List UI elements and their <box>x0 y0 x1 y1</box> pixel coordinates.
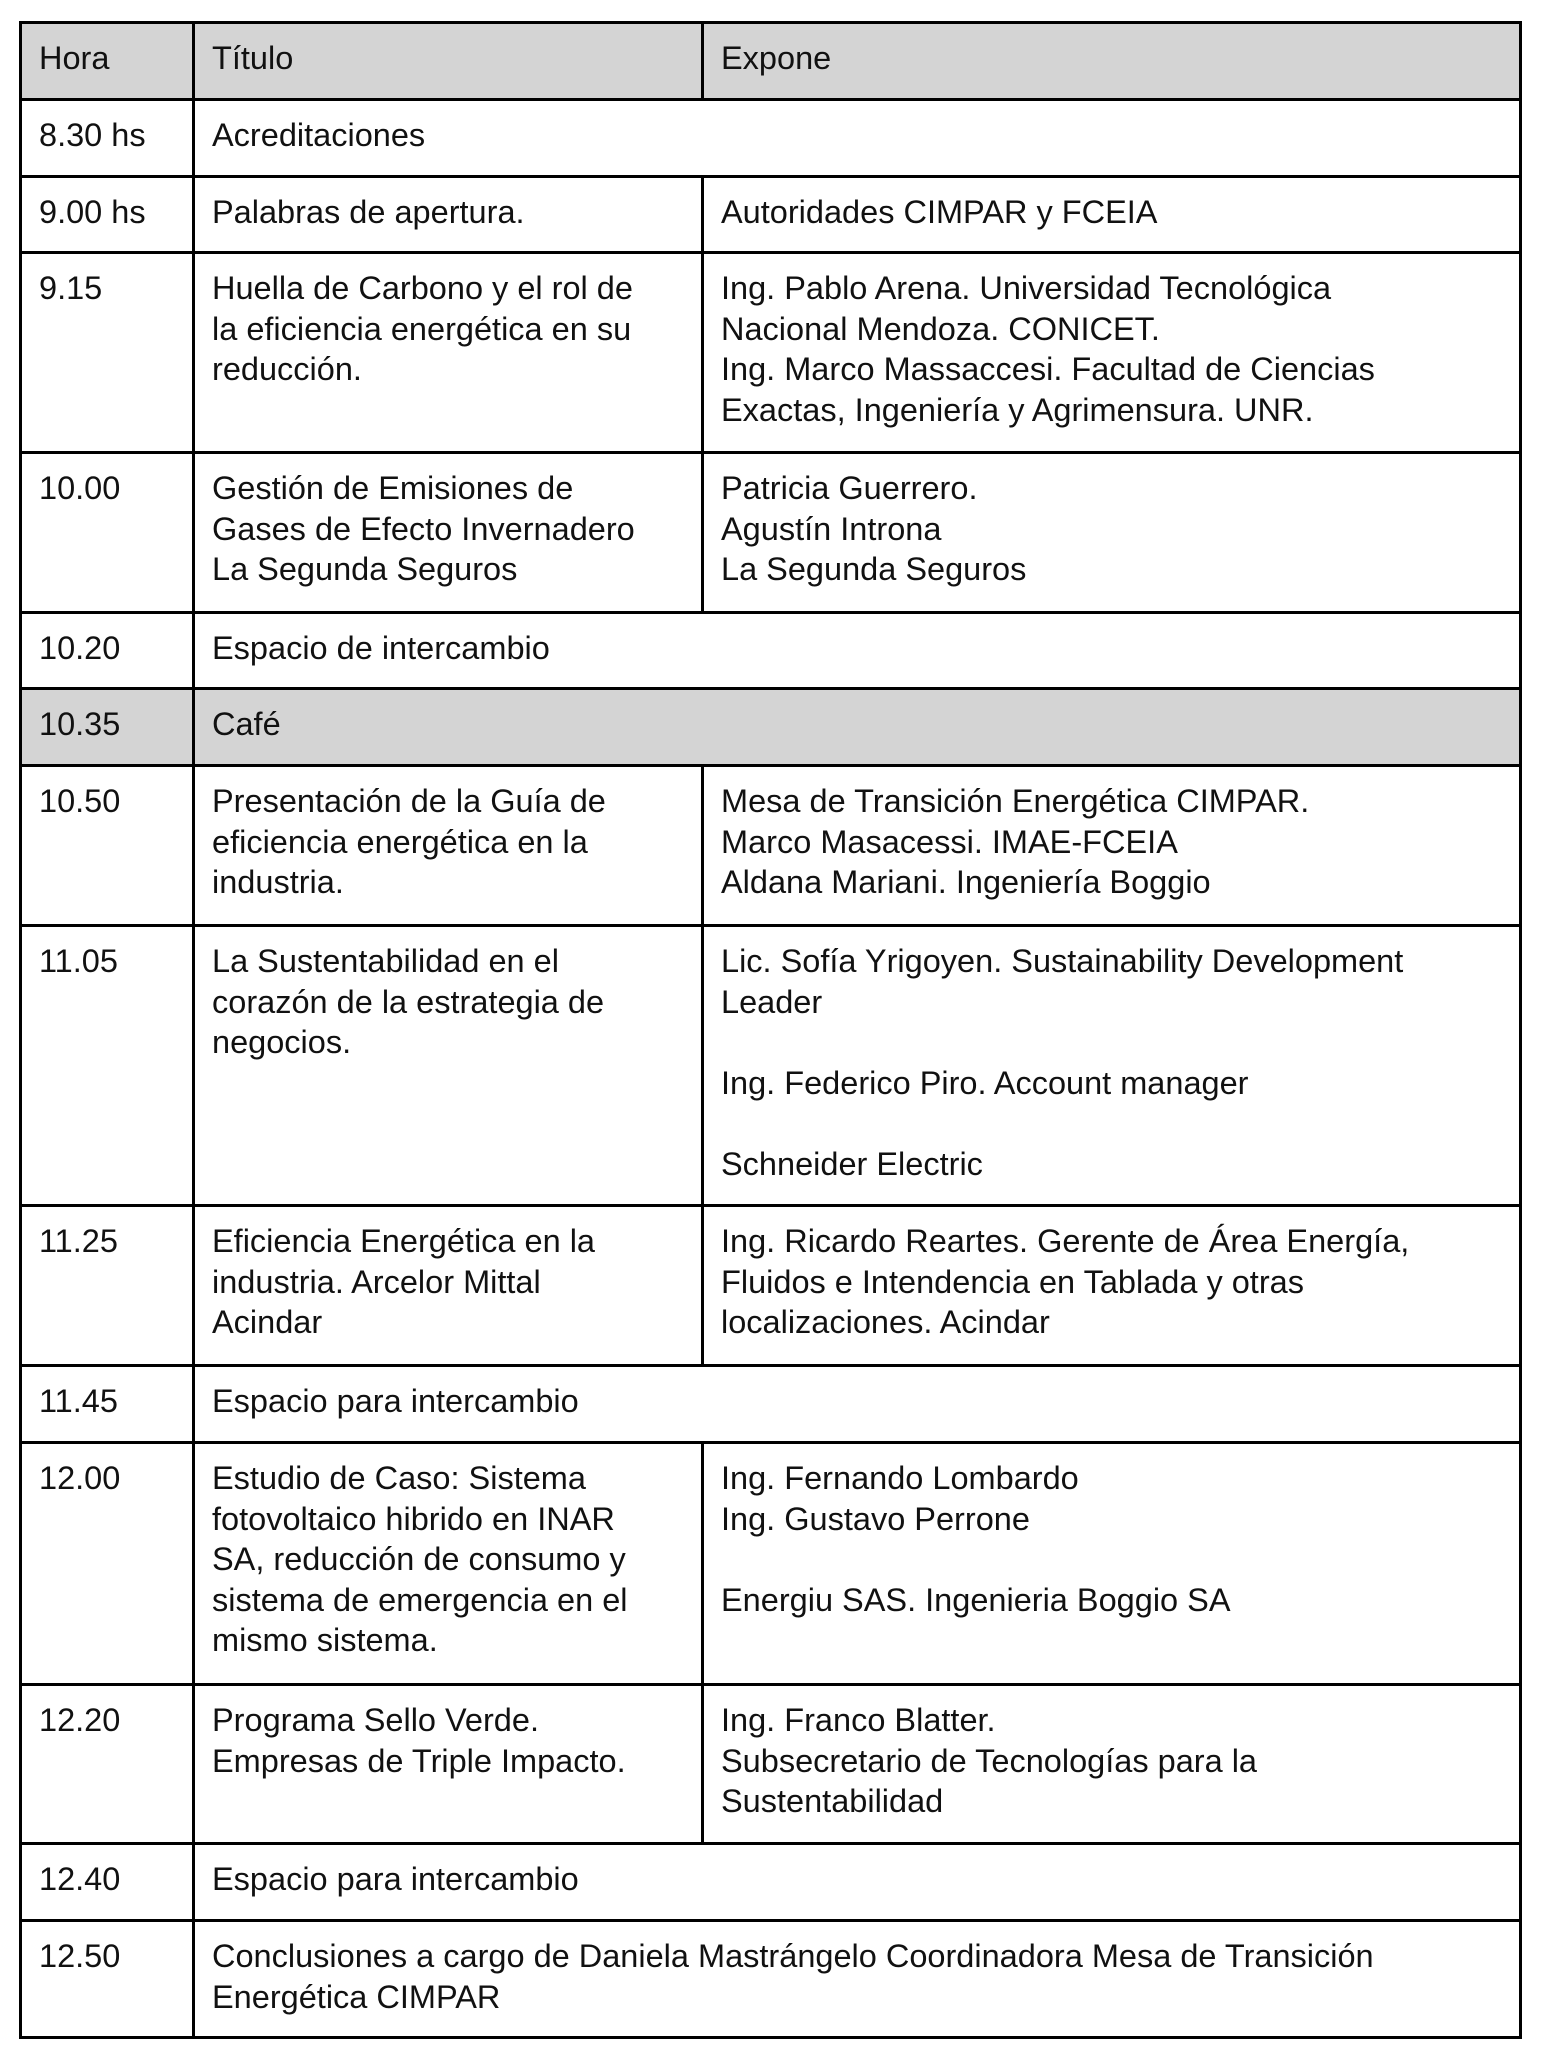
row-hora: 10.50 <box>21 766 194 926</box>
row-titulo: Gestión de Emisiones de Gases de Efecto Invernadero La Segunda Seguros <box>194 453 703 613</box>
table-row <box>21 1366 1521 1443</box>
row-span: Espacio de intercambio <box>194 613 1521 689</box>
row-hora: 10.20 <box>21 613 194 689</box>
row-expone: Lic. Sofía Yrigoyen. Sustainability Development Leader Ing. Federico Piro. Account manager Schneider Electric <box>703 926 1521 1206</box>
row-span: Espacio para intercambio <box>194 1366 1521 1443</box>
agenda-table <box>19 21 1522 2039</box>
row-hora: 9.00 hs <box>21 177 194 253</box>
row-hora: 12.50 <box>21 1921 194 2038</box>
table-row <box>21 1206 1521 1366</box>
line-spacer <box>721 1022 1502 1063</box>
row-hora: 10.35 <box>21 689 194 766</box>
row-titulo: Huella de Carbono y el rol de la eficiencia energética en su reducción. <box>194 253 703 453</box>
table-row <box>21 1921 1521 2038</box>
line-spacer <box>721 1539 1502 1580</box>
table-row <box>21 613 1521 689</box>
row-span: Acreditaciones <box>194 100 1521 177</box>
row-hora: 11.05 <box>21 926 194 1206</box>
table-row-break <box>21 689 1521 766</box>
row-hora: 12.20 <box>21 1685 194 1844</box>
row-hora: 12.00 <box>21 1443 194 1685</box>
table-row <box>21 177 1521 253</box>
table-row <box>21 926 1521 1206</box>
row-titulo: Eficiencia Energética en la industria. Arcelor Mittal Acindar <box>194 1206 703 1366</box>
table-row <box>21 1443 1521 1685</box>
row-hora: 11.45 <box>21 1366 194 1443</box>
header-hora: Hora <box>21 23 194 100</box>
table-row <box>21 253 1521 453</box>
row-span: Espacio para intercambio <box>194 1844 1521 1921</box>
row-titulo: Programa Sello Verde. Empresas de Triple Impacto. <box>194 1685 703 1844</box>
row-expone: Ing. Pablo Arena. Universidad Tecnológica Nacional Mendoza. CONICET. Ing. Marco Massaccesi. Facultad de Ciencias Exactas, Ingeniería y Agrimensura. UNR. <box>703 253 1521 453</box>
row-span: Café <box>194 689 1521 766</box>
row-span: Conclusiones a cargo de Daniela Mastrángelo Coordinadora Mesa de Transición Energética CIMPAR <box>194 1921 1521 2038</box>
table-row <box>21 1844 1521 1921</box>
row-expone: Ing. Ricardo Reartes. Gerente de Área Energía, Fluidos e Intendencia en Tablada y otras localizaciones. Acindar <box>703 1206 1521 1366</box>
row-hora: 11.25 <box>21 1206 194 1366</box>
row-hora: 12.40 <box>21 1844 194 1921</box>
table-row <box>21 453 1521 613</box>
line-spacer <box>721 1103 1502 1144</box>
row-expone: Ing. Franco Blatter. Subsecretario de Tecnologías para la Sustentabilidad <box>703 1685 1521 1844</box>
header-titulo: Título <box>194 23 703 100</box>
row-expone: Autoridades CIMPAR y FCEIA <box>703 177 1521 253</box>
row-titulo: La Sustentabilidad en el corazón de la estrategia de negocios. <box>194 926 703 1206</box>
row-hora: 8.30 hs <box>21 100 194 177</box>
row-expone: Patricia Guerrero. Agustín Introna La Segunda Seguros <box>703 453 1521 613</box>
table-row <box>21 766 1521 926</box>
row-hora: 10.00 <box>21 453 194 613</box>
table-row <box>21 100 1521 177</box>
row-titulo: Estudio de Caso: Sistema fotovoltaico hibrido en INAR SA, reducción de consumo y sistema de emergencia en el mismo sistema. <box>194 1443 703 1685</box>
row-hora: 9.15 <box>21 253 194 453</box>
table-row <box>21 1685 1521 1844</box>
row-expone: Mesa de Transición Energética CIMPAR. Marco Masacessi. IMAE-FCEIA Aldana Mariani. Ingeniería Boggio <box>703 766 1521 926</box>
row-titulo: Presentación de la Guía de eficiencia energética en la industria. <box>194 766 703 926</box>
row-expone: Ing. Fernando Lombardo Ing. Gustavo Perrone Energiu SAS. Ingenieria Boggio SA <box>703 1443 1521 1685</box>
header-expone: Expone <box>703 23 1521 100</box>
header-row <box>21 23 1521 100</box>
row-titulo: Palabras de apertura. <box>194 177 703 253</box>
